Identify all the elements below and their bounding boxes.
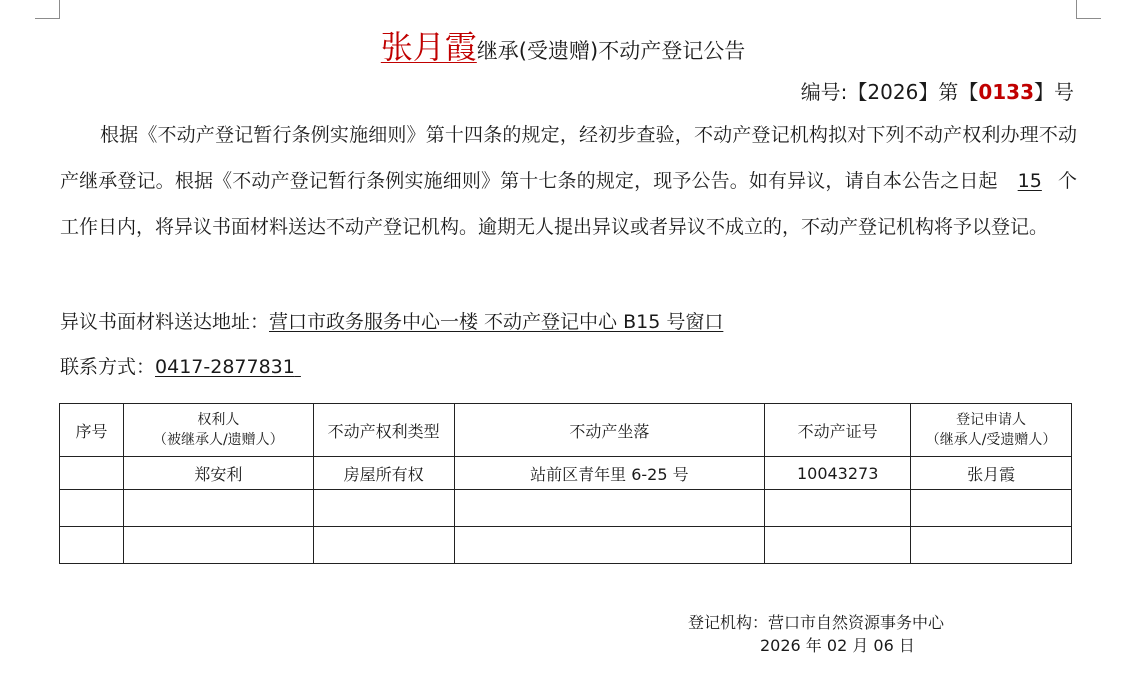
objection-days: 15 — [1017, 170, 1042, 192]
cell-right-holder — [123, 527, 313, 564]
document-number — [801, 76, 1074, 105]
header-applicant: 登记申请人 （继承人/受遗赠人） — [911, 404, 1072, 457]
docno-left-bracket: 【 — [958, 80, 979, 104]
cell-right-type — [313, 527, 454, 564]
cell-applicant — [911, 527, 1072, 564]
contact-info — [60, 352, 301, 379]
docno-suffix: 号 — [1054, 80, 1074, 104]
cell-right-holder: 郑安利 — [123, 457, 313, 490]
cell-certificate-no: 10043273 — [765, 457, 911, 490]
cell-certificate-no — [765, 527, 911, 564]
cell-applicant: 张月霞 — [911, 457, 1072, 490]
table-row — [60, 490, 1072, 527]
table-header-row — [60, 404, 1072, 457]
org-value: 营口市自然资源事务中心 — [768, 613, 945, 632]
header-certificate-no: 不动产证号 — [765, 404, 911, 457]
cell-location — [454, 490, 765, 527]
table-row — [60, 457, 1072, 490]
cell-right-type: 房屋所有权 — [313, 457, 454, 490]
docno-right-bracket: 】 — [1034, 80, 1054, 104]
title-text: 继承(受遗赠)不动产登记公告 — [476, 39, 746, 63]
cell-serial-no — [60, 490, 124, 527]
header-right-holder: 权利人 （被继承人/遗赠人） — [123, 404, 313, 457]
objection-address — [60, 307, 723, 334]
header-location: 不动产坐落 — [454, 404, 765, 457]
header-serial-no: 序号 — [60, 404, 124, 457]
title-applicant-name: 张月霞 — [380, 28, 477, 66]
cell-right-type — [313, 490, 454, 527]
cell-right-holder — [123, 490, 313, 527]
notice-body — [60, 112, 1077, 250]
notice-body-part1: 根据《不动产登记暂行条例实施细则》第十四条的规定，经初步查验，不动产登记机构拟对下列不动产权利办理不动产继承登记。根据《不动产登记暂行条例实施细则》第十七条的规定，现予公告。如有异议，请自本公告之日起 — [60, 124, 1077, 192]
notice-date: 2026 年 02 月 06 日 — [760, 636, 915, 655]
property-table — [59, 403, 1072, 564]
contact-label: 联系方式： — [60, 356, 156, 378]
docno-serial: 0133 — [978, 80, 1034, 104]
address-label: 异议书面材料送达地址： — [60, 311, 270, 333]
cell-certificate-no — [765, 490, 911, 527]
contact-phone: 0417-2877831 — [155, 356, 295, 378]
header-right-type: 不动产权利类型 — [313, 404, 454, 457]
docno-prefix: 编号:【2026】第 — [800, 80, 959, 104]
cell-serial-no — [60, 457, 124, 490]
address-value: 营口市政务服务中心一楼 不动产登记中心 B15 号窗口 — [269, 311, 724, 333]
notice-body-part2: 个工作日内，将异议书面材料送达不动产登记机构。逾期无人提出异议或者异议不成立的，不动产登记机构将予以登记。 — [60, 170, 1077, 238]
crop-mark-top-right — [1076, 0, 1101, 19]
crop-mark-top-left — [35, 0, 60, 19]
cell-applicant — [911, 490, 1072, 527]
table-row — [60, 527, 1072, 564]
org-label: 登记机构： — [688, 613, 769, 632]
cell-serial-no — [60, 527, 124, 564]
registration-authority — [688, 610, 944, 633]
cell-location — [454, 527, 765, 564]
cell-location: 站前区青年里 6-25 号 — [454, 457, 765, 490]
document-title — [0, 22, 1126, 68]
